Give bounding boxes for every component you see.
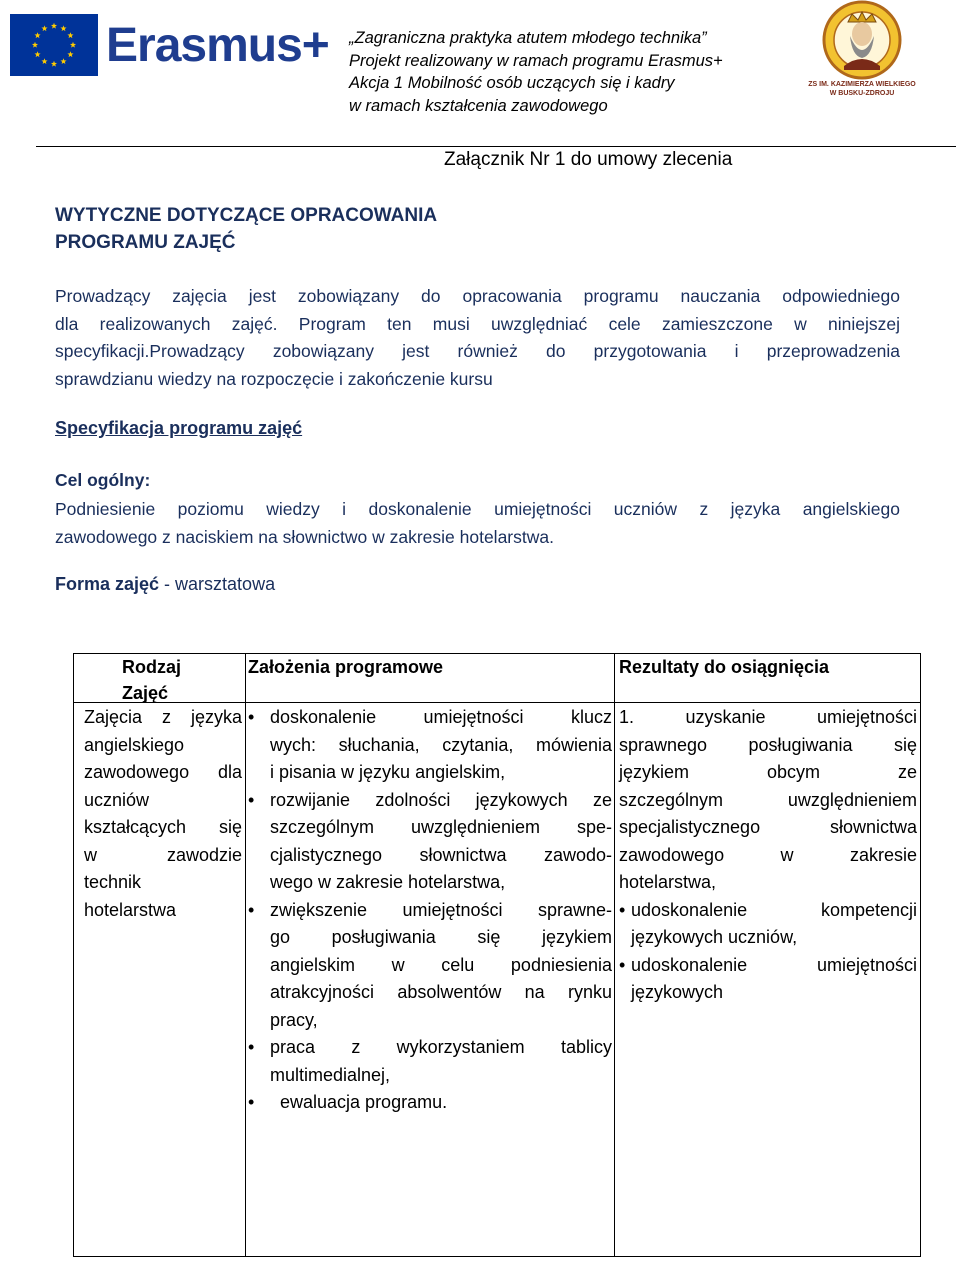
list-item-line: multimedialnej, — [270, 1064, 391, 1085]
school-seal-caption — [808, 80, 916, 98]
list-item-line: atrakcyjności absolwentów na rynku — [270, 982, 612, 1002]
list-item-line: • ewaluacja programu. — [280, 1092, 448, 1112]
class-type-line: technik — [84, 872, 142, 892]
list-item-line: • praca z wykorzystaniem tablicy — [270, 1037, 612, 1057]
list-item-line: i pisania w języku angielskim, — [270, 762, 506, 782]
class-type-line: angielskiego — [84, 734, 185, 755]
header-type — [122, 654, 181, 707]
list-item-line: pracy, — [270, 1009, 318, 1030]
list-item-line: • doskonalenie umiejętności klucz — [270, 707, 612, 727]
list-item-line: go posługiwania się językiem — [270, 927, 612, 947]
result-line: hotelarstwa, — [619, 872, 717, 892]
project-line: w ramach kształcenia zawodowego — [349, 96, 608, 115]
intro-line: Prowadzący zajęcia jest zobowiązany do opracowania programu nauczania odpowiedniego — [55, 286, 900, 306]
result-line: szczególnym uwzględnieniem — [619, 789, 917, 810]
list-item-line: szczególnym uwzględnieniem spe- — [270, 817, 612, 837]
list-item-line: cjalistycznego słownictwa zawodo- — [270, 844, 612, 865]
seal-line: ZS IM. KAZIMIERZA WIELKIEGO — [808, 81, 916, 88]
header-assumptions: Założenia programowe — [248, 657, 444, 677]
goal-line: zawodowego z naciskiem na słownictwo w zakresie hotelarstwa. — [55, 526, 554, 547]
class-type-line: Zajęcia z języka — [84, 707, 242, 727]
project-line: „Zagraniczna praktyka atutem młodego technika” — [349, 29, 707, 47]
header-divider — [36, 146, 956, 147]
result-line: • udoskonalenie umiejętności — [631, 954, 917, 975]
result-line: specjalistycznego słownictwa — [619, 817, 917, 837]
title-line: WYTYCZNE DOTYCZĄCE OPRACOWANIA — [55, 205, 438, 226]
class-type-line: uczniów — [84, 789, 150, 810]
list-item — [246, 787, 612, 897]
intro-paragraph — [55, 283, 900, 393]
list-item — [246, 704, 612, 787]
header-results: Rezultaty do osiągnięcia — [619, 657, 830, 677]
list-item — [619, 897, 917, 952]
class-type-line: hotelarstwa — [84, 899, 177, 920]
result-line: 1. uzyskanie umiejętności — [619, 707, 917, 727]
annex-label: Załącznik Nr 1 do umowy zlecenia — [444, 149, 733, 170]
table-header-divider — [74, 702, 920, 703]
list-item — [246, 897, 612, 1035]
header-type-line: Rodzaj — [122, 657, 182, 677]
list-item-line: • rozwijanie zdolności językowych ze — [270, 789, 612, 810]
result-line: językowych uczniów, — [631, 927, 798, 947]
intro-line: specyfikacji.Prowadzący zobowiązany jest również do przygotowania i przeprowadzenia — [55, 341, 900, 361]
class-type-cell — [84, 704, 242, 924]
erasmus-logo-text: Erasmus+ — [106, 19, 329, 72]
numbered-result — [619, 704, 917, 897]
eu-flag-icon — [10, 14, 98, 76]
goal-label: Cel ogólny: — [55, 470, 151, 490]
header-type-line: Zajęć — [122, 682, 169, 703]
table-column-divider — [614, 654, 615, 1256]
class-type-line: zawodowego dla — [84, 762, 242, 782]
form-value: - warsztatowa — [159, 574, 276, 594]
result-line: językowych — [631, 982, 724, 1002]
title-line: PROGRAMU ZAJĘĆ — [55, 232, 236, 253]
project-description — [349, 27, 769, 117]
goal-text — [55, 496, 900, 551]
results-cell — [619, 704, 917, 1007]
document-title — [55, 202, 437, 256]
program-table — [73, 653, 921, 1257]
goal-line: Podniesienie poziomu wiedzy i doskonalenie umiejętności uczniów z języka angielskiego — [55, 499, 900, 519]
result-line: sprawnego posługiwania się — [619, 734, 917, 755]
list-item-line: • zwiększenie umiejętności sprawne- — [270, 899, 612, 920]
list-item — [619, 952, 917, 1007]
erasmus-plus-logo — [10, 14, 329, 80]
list-item — [246, 1034, 612, 1089]
list-item-line: angielskim w celu podniesienia — [270, 954, 612, 975]
list-item-line: wych: słuchania, czytania, mówienia — [270, 734, 612, 755]
class-type-line: w zawodzie — [84, 844, 242, 865]
project-line: Projekt realizowany w ramach programu Erasmus+ — [349, 51, 723, 70]
result-line: • udoskonalenie kompetencji — [631, 899, 917, 920]
form-label: Forma zajęć — [55, 574, 160, 594]
list-item-line: wego w zakresie hotelarstwa, — [270, 872, 506, 892]
assumptions-cell — [246, 704, 612, 1117]
class-type-line: kształcących się — [84, 817, 242, 837]
project-line: Akcja 1 Mobilność osób uczących się i kadry — [349, 74, 675, 92]
intro-line: dla realizowanych zajęć. Program ten musi uwzględniać cele zamieszczone w niniejszej — [55, 313, 900, 334]
seal-line: W BUSKU-ZDROJU — [829, 90, 895, 97]
result-line: zawodowego w zakresie — [619, 844, 917, 865]
result-line: językiem obcym ze — [619, 762, 917, 782]
list-item — [246, 1089, 612, 1117]
intro-line: sprawdzianu wiedzy na rozpoczęcie i zakończenie kursu — [55, 368, 493, 389]
spec-heading: Specyfikacja programu zajęć — [55, 418, 303, 438]
form-of-classes — [55, 574, 275, 595]
